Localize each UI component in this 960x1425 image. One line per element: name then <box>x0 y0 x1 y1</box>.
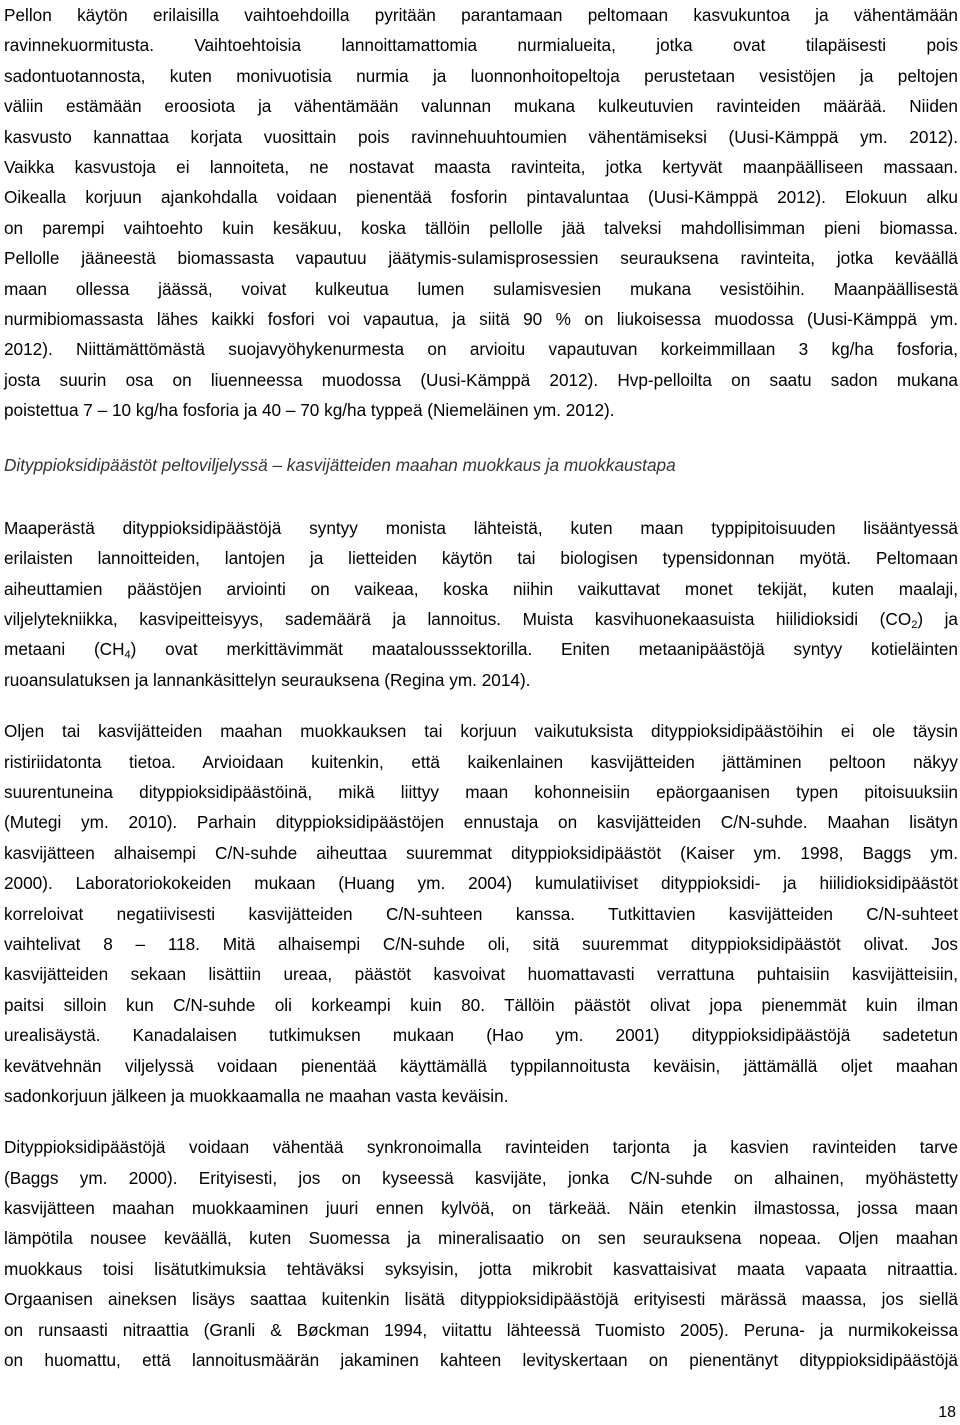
spacer <box>4 425 958 450</box>
text-line-with-ch4 <box>4 634 958 664</box>
text-line: Pellolle jääneestä biomassasta vapautuu jäätymis-sulamisprosessien seurauksena ravinteita, jotka keväällä <box>4 248 958 269</box>
text-line: sadonkorjuun jälkeen ja muokkaamalla ne maahan vasta keväisin. <box>4 1085 509 1106</box>
text-line: kevätvehnän viljelyssä voidaan pienentää käyttämällä typpilannoitusta keväisin, jättämällä oljet maahan <box>4 1055 958 1076</box>
text-line: (Mutegi ym. 2010). Parhain dityppioksidipäästöjen ennustaja on kasvijätteiden C/N-suhde. Maahan lisätyn <box>4 812 958 833</box>
text-line: lämpötila nousee keväällä, kuten Suomessa ja mineralisaatio on sen seurauksena nopeaa. Oljen maahan <box>4 1228 958 1249</box>
text-line: (Baggs ym. 2000). Erityisesti, jos on kyseessä kasvijäte, jonka C/N-suhde on alhainen, myöhästetty <box>4 1167 958 1188</box>
text-segment: metaani (CH <box>4 639 125 660</box>
subscript: 2 <box>911 619 918 632</box>
document-page <box>4 0 958 1375</box>
text-segment: ) ovat merkittävimmät maatalousssektorilla. Eniten metaanipäästöjä syntyy kotieläinten <box>130 639 958 660</box>
text-line: Oljen tai kasvijätteiden maahan muokkauksen tai korjuun vaikutuksista dityppioksidipäästöihin ei ole täysin <box>4 721 958 742</box>
text-line: on runsaasti nitraattia (Granli & Bøckman 1994, viitattu lähteessä Tuomisto 2005). Peruna- ja nurmikokeissa <box>4 1319 958 1340</box>
paragraph-hvp-fields <box>4 0 958 425</box>
text-line: väliin estämään eroosiota ja vähentämään valunnan mukana kulkeutuvien ravinteiden määrää. Niiden <box>4 96 958 117</box>
text-line: ruoansulatuksen ja lannankäsittelyn seurauksena (Regina ym. 2014). <box>4 669 531 690</box>
text-line: korreloivat negatiivisesti kasvijätteiden C/N-suhteen kanssa. Tutkittavien kasvijätteiden C/N-suhteet <box>4 903 958 924</box>
subscript: 4 <box>124 649 131 662</box>
text-line: ristiriidatonta tietoa. Arvioidaan kuitenkin, että kaikenlainen kasvijätteiden jättäminen peltoon näkyy <box>4 751 958 772</box>
text-line: kasvusto kannattaa korjata vuosittain pois ravinnehuuhtoumien vähentämiseksi (Uusi-Kämppä ym. 2012). <box>4 126 958 147</box>
text-line: poistettua 7 – 10 kg/ha fosforia ja 40 – 70 kg/ha typpeä (Niemeläinen ym. 2012). <box>4 400 615 421</box>
text-line: sadontuotannosta, kuten monivuotisia nurmia ja luonnonhoitopeltoja perustetaan vesistöjen ja peltojen <box>4 65 958 86</box>
text-line: on huomattu, että lannoitusmäärän jakaminen kahteen levityskertaan on pienentänyt dityppioksidipäästöjä <box>4 1350 958 1371</box>
section-heading: Dityppioksidipäästöt peltoviljelyssä – kasvijätteiden maahan muokkaus ja muokkaustapa <box>4 455 676 476</box>
text-line: maan ollessa jäässä, voivat kulkeutua lumen sulamisvesien mukana vesistöihin. Maanpäällisestä <box>4 278 958 299</box>
text-line: kasvijätteiden sekaan lisättiin ureaa, päästöt kasvoivat huomattavasti verrattuna puhtaisiin kasvijätteisiin, <box>4 964 958 985</box>
text-line: Oikealla korjuun ajankohdalla voidaan pienentää fosforin pintavaluntaa (Uusi-Kämppä 2012). Elokuun alku <box>4 187 958 208</box>
paragraph-emission-reduction <box>4 1132 958 1375</box>
text-line: Maaperästä dityppioksidipäästöjä syntyy monista lähteistä, kuten maan typpipitoisuuden lisääntyessä <box>4 517 958 538</box>
text-line-with-co2 <box>4 604 958 634</box>
text-line: Vaikka kasvustoja ei lannoiteta, ne nostavat maasta ravinteita, jotka kertyvät maanpäälliseen massaan. <box>4 156 958 177</box>
text-line: muokkaus toisi lisätutkimuksia tehtäväksi syksyisin, jotta mikrobit kasvattaisivat maata vapaata nitraattia. <box>4 1258 958 1279</box>
spacer <box>4 481 958 513</box>
text-segment: ) ja <box>917 609 958 630</box>
text-line: josta suurin osa on liuenneessa muodossa (Uusi-Kämppä 2012). Hvp-pelloilta on saatu sadon mukana <box>4 369 958 390</box>
paragraph-crop-residues <box>4 716 958 1111</box>
text-line: on parempi vaihtoehto kuin kesäkuu, koska tällöin pellolle jää talveksi mahdollisimman pieni biomassa. <box>4 217 958 238</box>
text-line: kasvijätteen alhaisempi C/N-suhde aiheuttaa suuremmat dityppioksidipäästöt (Kaiser ym. 1998, Baggs ym. <box>4 842 958 863</box>
text-line: ravinnekuormitusta. Vaihtoehtoisia lannoittamattomia nurmialueita, jotka ovat tilapäisesti pois <box>4 35 958 56</box>
paragraph-n2o-sources <box>4 513 958 695</box>
page-number: 18 <box>938 1404 956 1421</box>
spacer <box>4 1111 958 1132</box>
text-line: Dityppioksidipäästöjä voidaan vähentää synkronoimalla ravinteiden tarjonta ja kasvien ravinteiden tarve <box>4 1137 958 1158</box>
text-segment: viljelytekniikka, kasvipeitteisyys, sademäärä ja lannoitus. Muista kasvihuonekaasuista hiilidioksidi (CO <box>4 609 912 630</box>
text-line: aiheuttamien päästöjen arviointi on vaikeaa, koska niihin vaikuttavat monet tekijät, kuten maalaji, <box>4 578 958 599</box>
text-line: Pellon käytön erilaisilla vaihtoehdoilla pyritään parantamaan peltomaan kasvukuntoa ja vähentämään <box>4 5 958 25</box>
text-line: suurentuneina dityppioksidipäästöinä, mikä liittyy maan kohonneisiin epäorgaanisen typen pitoisuuksiin <box>4 781 958 802</box>
text-line: erilaisten lannoitteiden, lantojen ja lietteiden käytön tai biologisen typensidonnan myötä. Peltomaan <box>4 548 958 569</box>
text-line: Orgaanisen aineksen lisäys saattaa kuitenkin lisätä dityppioksidipäästöjä erityisesti märässä maassa, jos siellä <box>4 1289 958 1310</box>
text-line: paitsi silloin kun C/N-suhde oli korkeampi kuin 80. Tällöin päästöt olivat jopa pienemmät kuin ilman <box>4 994 958 1015</box>
text-line: vaihtelivat 8 – 118. Mitä alhaisempi C/N-suhde oli, sitä suuremmat dityppioksidipäästöt olivat. Jos <box>4 933 958 954</box>
text-line: 2000). Laboratoriokokeiden mukaan (Huang ym. 2004) kumulatiiviset dityppioksidi- ja hiilidioksidipäästöt <box>4 873 958 894</box>
text-line: kasvijätteen maahan muokkaaminen juuri ennen kylvöä, on tärkeää. Näin etenkin ilmastossa, jossa maan <box>4 1198 958 1219</box>
text-line: 2012). Niittämättömästä suojavyöhykenurmesta on arvioitu vapautuvan korkeimmillaan 3 kg/ha fosforia, <box>4 339 958 360</box>
text-line: urealisäystä. Kanadalaisen tutkimuksen mukaan (Hao ym. 2001) dityppioksidipäästöjä sadetetun <box>4 1025 958 1046</box>
text-line: nurmibiomassasta lähes kaikki fosfori voi vapautua, ja siitä 90 % on liukoisessa muodossa (Uusi-Kämppä ym. <box>4 308 958 329</box>
spacer <box>4 695 958 716</box>
